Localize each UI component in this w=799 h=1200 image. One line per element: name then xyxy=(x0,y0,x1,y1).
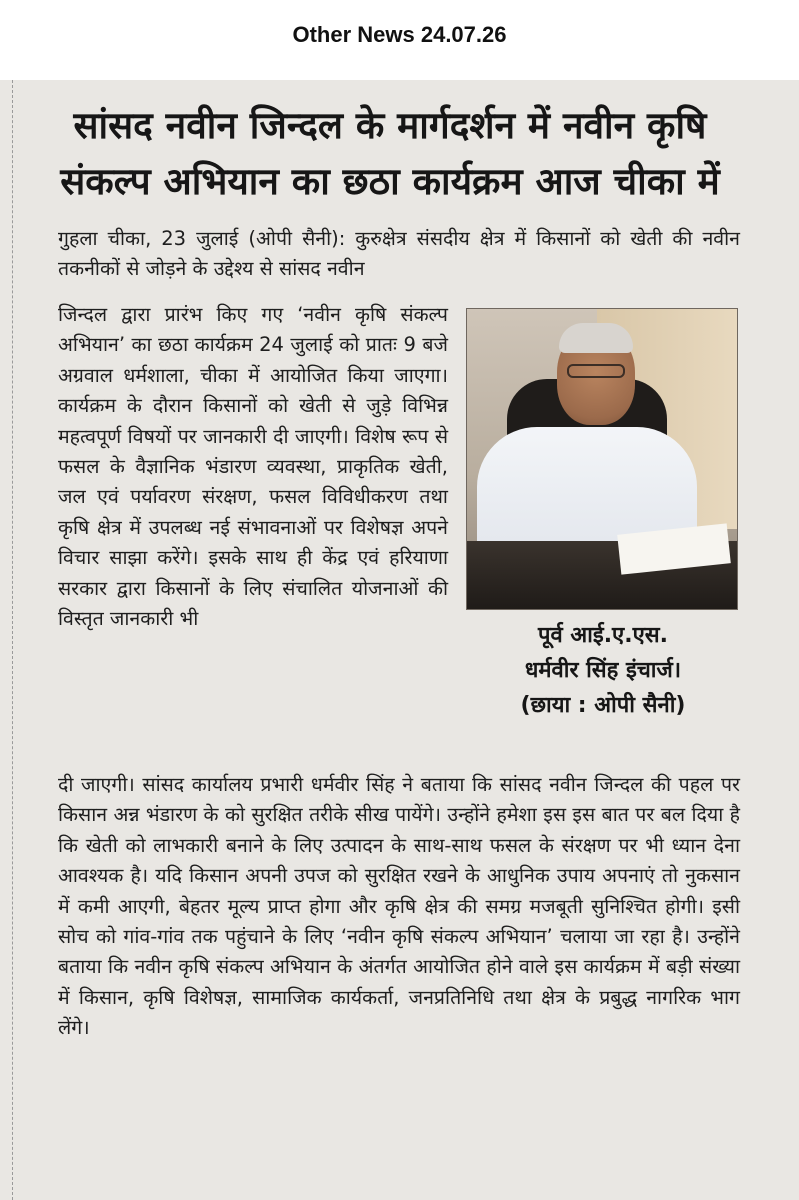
page-header xyxy=(0,0,799,80)
photo-glasses xyxy=(567,364,625,378)
photo-person-hair xyxy=(559,323,633,353)
caption-line-1: पूर्व आई.ए.एस. xyxy=(538,623,668,648)
article-intro: गुहला चीका, 23 जुलाई (ओपी सैनी): कुरुक्षेत्र संसदीय क्षेत्र में किसानों को खेती की नवीन तकनीकों से जोड़ने के उद्देश्य से सांसद नवीन xyxy=(58,227,740,281)
newspaper-clipping xyxy=(0,80,799,1200)
page-title: Other News 24.07.26 xyxy=(292,22,507,47)
column-divider xyxy=(0,80,13,1200)
photo-caption xyxy=(458,618,748,723)
caption-line-3: (छाया : ओपी सैनी) xyxy=(520,693,686,718)
headline-line-2: संकल्प अभियान का छठा कार्यक्रम आज चीका में xyxy=(60,160,720,203)
article-bottom-paragraph: दी जाएगी। सांसद कार्यालय प्रभारी धर्मवीर सिंह ने बताया कि सांसद नवीन जिन्दल की पहल पर किसान अन्न भंडारण के को सुरक्षित तरीके सीख पायेंगे। उन्होंने हमेशा इस इस बात पर बल दिया है कि खेती को लाभकारी बनाने के लिए उत्पादन के साथ-साथ फसल के संरक्षण पर भी ध्यान देना आवश्यक है। यदि किसान अपनी उपज को सुरक्षित रखने के आधुनिक उपाय अपनाएं तो नुकसान में कमी आएगी, बेहतर मूल्य प्राप्त होगा और कृषि क्षेत्र की समग्र मजबूती सुनिश्चित होगी। इसी सोच को गांव-गांव तक पहुंचाने के लिए ‘नवीन कृषि संकल्प अभियान’ चलाया जा रहा है। उन्होंने बताया कि नवीन कृषि संकल्प अभियान के अंतर्गत आयोजित होने वाले इस कार्यक्रम में बड़ी संख्या में किसान, कृषि विशेषज्ञ, सामाजिक कार्यकर्ता, जनप्रतिनिधि तथा क्षेत्र के प्रबुद्ध नागरिक भाग लेंगे। xyxy=(58,773,740,1040)
headline-line-1: सांसद नवीन जिन्दल के मार्गदर्शन में नवीन कृषि xyxy=(73,104,707,147)
article-left-column: जिन्दल द्वारा प्रारंभ किए गए ‘नवीन कृषि संकल्प अभियान’ का छठा कार्यक्रम 24 जुलाई को प्रातः 9 बजे अग्रवाल धर्मशाला, चीका में आयोजित किया जाएगा। कार्यक्रम के दौरान किसानों को खेती से जुड़े विभिन्न महत्वपूर्ण विषयों पर जानकारी दी जाएगी। विशेष रूप से फसल के वैज्ञानिक भंडारण व्यवस्था, प्राकृतिक खेती, जल एवं पर्यावरण संरक्षण, फसल विविधीकरण तथा कृषि क्षेत्र में उपलब्ध नई संभावनाओं पर विशेषज्ञ अपने विचार साझा करेंगे। इसके साथ ही केंद्र एवं हरियाणा सरकार द्वारा किसानों के लिए संचालित योजनाओं की विस्तृत जानकारी भी xyxy=(58,303,448,631)
caption-line-2: धर्मवीर सिंह इंचार्ज। xyxy=(524,658,682,683)
article-headline xyxy=(30,98,750,210)
article-photo xyxy=(466,308,738,610)
